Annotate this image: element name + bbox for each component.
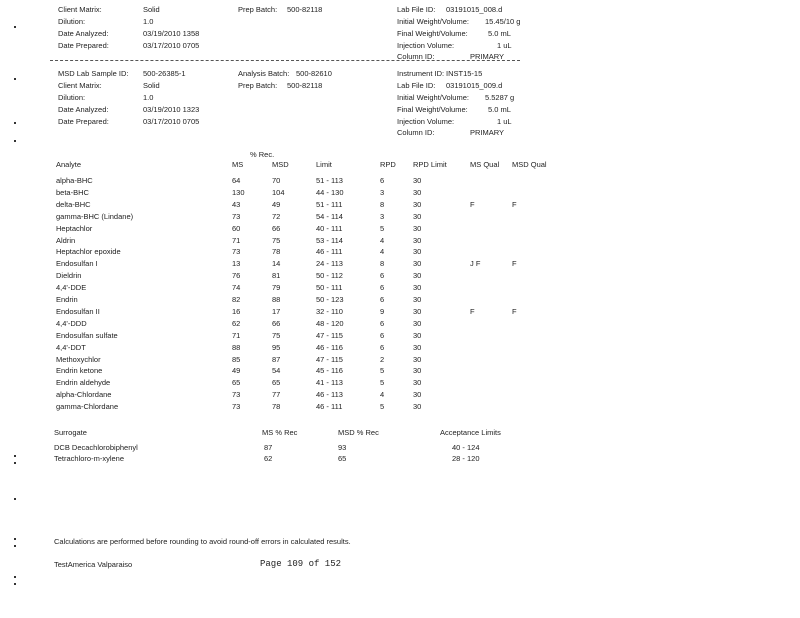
table-cell: 30	[413, 295, 422, 304]
table-cell: 4,4'-DDT	[56, 342, 86, 352]
table-cell: 77	[272, 390, 281, 400]
top-date-prepared-value: 03/17/2010 0705	[143, 41, 200, 50]
top-column-label: Column ID:	[397, 52, 435, 61]
top-date-prepared-label: Date Prepared:	[58, 41, 109, 50]
table-cell: 73	[232, 211, 241, 221]
msd-final-weight-label: Final Weight/Volume:	[397, 105, 468, 114]
table-cell: delta-BHC	[56, 199, 91, 209]
table-cell: 75	[272, 330, 281, 340]
surrogate-cell: Tetrachloro-m-xylene	[54, 454, 125, 463]
table-cell: 47 - 115	[316, 354, 343, 364]
table-cell: 30	[413, 271, 422, 281]
table-cell: 65	[232, 378, 241, 388]
table-cell: 30	[413, 223, 422, 233]
msd-date-analyzed-value: 03/19/2010 1323	[143, 105, 200, 114]
table-cell: 49	[272, 199, 281, 209]
scan-dot	[14, 455, 16, 457]
table-cell: 41 - 113	[316, 378, 343, 388]
top-date-analyzed-label: Date Analyzed:	[58, 29, 109, 38]
table-cell: 17	[272, 306, 281, 316]
msd-client-matrix-value: Solid	[143, 81, 160, 90]
table-cell: 30	[413, 330, 422, 340]
table-cell: 5	[380, 223, 385, 233]
surrogate-cell: DCB Decachlorobiphenyl	[54, 443, 138, 452]
surrogate-cell: 28 - 120	[452, 454, 480, 463]
surrogate-cell: 65	[338, 454, 347, 463]
top-final-weight-value: 5.0 mL	[488, 29, 511, 38]
column-header: MS	[232, 160, 244, 169]
column-header: MSD	[272, 160, 289, 169]
top-prep-batch-label: Prep Batch:	[238, 5, 278, 14]
table-cell: 4	[380, 247, 385, 257]
table-cell: 54 - 114	[316, 211, 343, 221]
table-cell: Endrin aldehyde	[56, 378, 111, 388]
table-cell: 30	[413, 259, 422, 269]
column-header: MS Qual	[470, 160, 500, 169]
table-cell: 65	[272, 378, 281, 388]
top-lab-file-label: Lab File ID:	[397, 5, 436, 14]
table-cell: 88	[272, 295, 281, 304]
table-cell: 46 - 111	[316, 402, 343, 412]
table-cell: 130	[232, 187, 245, 197]
scan-dot	[14, 576, 16, 578]
table-cell: 73	[232, 402, 241, 412]
table-cell: F	[512, 259, 517, 269]
msd-sample-value: 500-26385-1	[143, 69, 186, 78]
msd-prep-batch-value: 500-82118	[287, 81, 323, 90]
table-cell: 8	[380, 259, 385, 269]
table-cell: 60	[232, 223, 241, 233]
table-cell: 78	[272, 247, 281, 257]
msd-prep-batch-label: Prep Batch:	[238, 81, 278, 90]
column-header: RPD Limit	[413, 160, 447, 169]
table-cell: Dieldrin	[56, 271, 82, 281]
surrogate-column-header: Surrogate	[54, 428, 87, 437]
surrogate-column-header: MSD % Rec	[338, 428, 379, 437]
scan-dot	[14, 122, 16, 124]
table-cell: Endosulfan II	[56, 306, 100, 316]
table-cell: 40 - 111	[316, 223, 343, 233]
column-header: MSD Qual	[512, 160, 547, 169]
msd-client-matrix-label: Client Matrix:	[58, 81, 102, 90]
table-cell: 13	[232, 259, 241, 269]
table-cell: 66	[272, 223, 281, 233]
table-cell: 6	[380, 283, 385, 293]
table-cell: F	[512, 306, 517, 316]
table-cell: 30	[413, 402, 422, 412]
table-cell: 50 - 111	[316, 283, 343, 293]
table-cell: 75	[272, 235, 281, 245]
table-cell: 4,4'-DDE	[56, 283, 87, 293]
table-cell: 50 - 123	[316, 295, 344, 304]
table-cell: 5	[380, 402, 385, 412]
table-cell: 71	[232, 330, 241, 340]
table-cell: 72	[272, 211, 281, 221]
table-cell: 30	[413, 318, 422, 328]
surrogate-column-header: MS % Rec	[262, 428, 298, 437]
table-cell: 30	[413, 354, 422, 364]
msd-dilution-value: 1.0	[143, 93, 154, 102]
table-cell: 48 - 120	[316, 318, 344, 328]
table-cell: 30	[413, 366, 422, 376]
table-cell: 46 - 116	[316, 342, 343, 352]
surrogate-cell: 93	[338, 443, 347, 452]
table-cell: Heptachlor epoxide	[56, 247, 121, 257]
page-number: Page 109 of 152	[260, 559, 342, 569]
top-prep-batch-value: 500-82118	[287, 5, 323, 14]
table-cell: 46 - 113	[316, 390, 343, 400]
table-cell: Endosulfan sulfate	[56, 330, 118, 340]
table-cell: Endosulfan I	[56, 259, 98, 269]
table-cell: 3	[380, 187, 385, 197]
table-cell: 24 - 113	[316, 259, 343, 269]
table-cell: 81	[272, 271, 281, 281]
table-cell: 14	[272, 259, 281, 269]
table-cell: 45 - 116	[316, 366, 343, 376]
table-cell: 6	[380, 318, 385, 328]
table-cell: 6	[380, 295, 385, 304]
table-cell: 4	[380, 235, 385, 245]
table-cell: 87	[272, 354, 281, 364]
table-cell: 6	[380, 342, 385, 352]
table-cell: 44 - 130	[316, 187, 344, 197]
table-cell: 49	[232, 366, 241, 376]
column-header: RPD	[380, 160, 396, 169]
table-cell: 32 - 110	[316, 306, 343, 316]
table-cell: 6	[380, 330, 385, 340]
table-cell: 30	[413, 306, 422, 316]
table-cell: J F	[470, 259, 481, 269]
surrogate-cell: 62	[264, 454, 273, 463]
msd-lab-file-value: 03191015_009.d	[446, 81, 503, 90]
table-cell: 51 - 111	[316, 199, 343, 209]
table-cell: 73	[232, 390, 241, 400]
table-cell: 66	[272, 318, 281, 328]
table-cell: 95	[272, 342, 281, 352]
table-cell: 51 - 113	[316, 176, 343, 185]
table-cell: 30	[413, 378, 422, 388]
table-cell: 46 - 111	[316, 247, 343, 257]
msd-instrument-label: Instrument ID:	[397, 69, 445, 78]
table-cell: 82	[232, 295, 241, 304]
table-cell: 3	[380, 211, 385, 221]
table-cell: 88	[232, 342, 241, 352]
table-cell: 9	[380, 306, 385, 316]
pct-rec-header: % Rec.	[250, 150, 275, 159]
msd-injection-label: Injection Volume:	[397, 117, 455, 126]
table-cell: gamma-Chlordane	[56, 402, 119, 412]
table-cell: 16	[232, 306, 241, 316]
top-dilution-value: 1.0	[143, 17, 154, 26]
table-cell: 5	[380, 366, 385, 376]
column-header: Analyte	[56, 160, 82, 169]
scan-dot	[14, 545, 16, 547]
table-cell: 104	[272, 187, 285, 197]
msd-date-analyzed-label: Date Analyzed:	[58, 105, 109, 114]
table-cell: 30	[413, 235, 422, 245]
surrogate-cell: 87	[264, 443, 273, 452]
top-injection-value: 1 uL	[497, 41, 512, 50]
top-client-matrix-value: Solid	[143, 5, 160, 14]
top-lab-file-value: 03191015_008.d	[446, 5, 503, 14]
table-cell: 6	[380, 271, 385, 281]
surrogate-cell: 40 - 124	[452, 443, 480, 452]
table-cell: Aldrin	[56, 235, 76, 245]
top-date-analyzed-value: 03/19/2010 1358	[143, 29, 200, 38]
company-name: TestAmerica Valparaiso	[54, 560, 133, 569]
msd-final-weight-value: 5.0 mL	[488, 105, 511, 114]
table-cell: F	[512, 199, 517, 209]
table-cell: 70	[272, 176, 281, 185]
msd-initial-weight-label: Initial Weight/Volume:	[397, 93, 469, 102]
table-cell: 2	[380, 354, 385, 364]
table-cell: 50 - 112	[316, 271, 343, 281]
table-cell: 71	[232, 235, 241, 245]
scan-dot	[14, 498, 16, 500]
table-cell: F	[470, 306, 475, 316]
table-cell: 4,4'-DDD	[56, 318, 87, 328]
table-cell: 30	[413, 199, 422, 209]
table-cell: 5	[380, 378, 385, 388]
msd-dilution-label: Dilution:	[58, 93, 86, 102]
msd-instrument-value: INST15-15	[446, 69, 483, 78]
table-cell: 30	[413, 187, 422, 197]
table-cell: 62	[232, 318, 241, 328]
top-final-weight-label: Final Weight/Volume:	[397, 29, 468, 38]
table-cell: 76	[232, 271, 241, 281]
msd-analysis-batch-value: 500-82610	[296, 69, 332, 78]
msd-injection-value: 1 uL	[497, 117, 512, 126]
scan-dot	[14, 462, 16, 464]
table-cell: Methoxychlor	[56, 354, 101, 364]
table-cell: 73	[232, 247, 241, 257]
table-cell: 64	[232, 176, 241, 185]
surrogate-column-header: Acceptance Limits	[440, 428, 501, 437]
table-cell: 8	[380, 199, 385, 209]
msd-initial-weight-value: 5.5287 g	[485, 93, 515, 102]
msd-sample-label: MSD Lab Sample ID:	[58, 69, 129, 78]
table-cell: 4	[380, 390, 385, 400]
msd-analysis-batch-label: Analysis Batch:	[238, 69, 290, 78]
msd-date-prepared-value: 03/17/2010 0705	[143, 117, 200, 126]
table-cell: 79	[272, 283, 281, 293]
table-cell: 78	[272, 402, 281, 412]
table-cell: 30	[413, 247, 422, 257]
table-cell: 30	[413, 342, 422, 352]
table-cell: 47 - 115	[316, 330, 343, 340]
table-cell: F	[470, 199, 475, 209]
table-cell: beta-BHC	[56, 187, 89, 197]
scan-dot	[14, 538, 16, 540]
table-cell: alpha-BHC	[56, 176, 93, 185]
table-cell: 53 - 114	[316, 235, 343, 245]
table-cell: 85	[232, 354, 241, 364]
top-dilution-label: Dilution:	[58, 17, 86, 26]
msd-column-label: Column ID:	[397, 128, 435, 137]
table-cell: 6	[380, 176, 385, 185]
calculation-note: Calculations are performed before rounding to avoid round-off errors in calculated results.	[54, 537, 351, 546]
dashed-divider	[50, 60, 520, 61]
table-cell: Heptachlor	[56, 223, 93, 233]
top-injection-label: Injection Volume:	[397, 41, 455, 50]
table-cell: 30	[413, 211, 422, 221]
column-header: Limit	[316, 160, 332, 169]
table-cell: Endrin	[56, 295, 78, 304]
scan-dot	[14, 78, 16, 80]
msd-date-prepared-label: Date Prepared:	[58, 117, 109, 126]
top-column-value: PRIMARY	[470, 52, 505, 61]
msd-column-value: PRIMARY	[470, 128, 505, 137]
top-initial-weight-label: Initial Weight/Volume:	[397, 17, 469, 26]
table-cell: 30	[413, 390, 422, 400]
scan-dot	[14, 26, 16, 28]
top-client-matrix-label: Client Matrix:	[58, 5, 102, 14]
table-cell: gamma-BHC (Lindane)	[56, 211, 134, 221]
top-initial-weight-value: 15.45/10 g	[485, 17, 521, 26]
table-cell: 30	[413, 283, 422, 293]
table-cell: Endrin ketone	[56, 366, 103, 376]
msd-lab-file-label: Lab File ID:	[397, 81, 436, 90]
table-cell: 30	[413, 176, 422, 185]
table-cell: alpha-Chlordane	[56, 390, 112, 400]
scan-dot	[14, 583, 16, 585]
table-cell: 74	[232, 283, 241, 293]
scan-dot	[14, 140, 16, 142]
table-cell: 43	[232, 199, 241, 209]
table-cell: 54	[272, 366, 281, 376]
